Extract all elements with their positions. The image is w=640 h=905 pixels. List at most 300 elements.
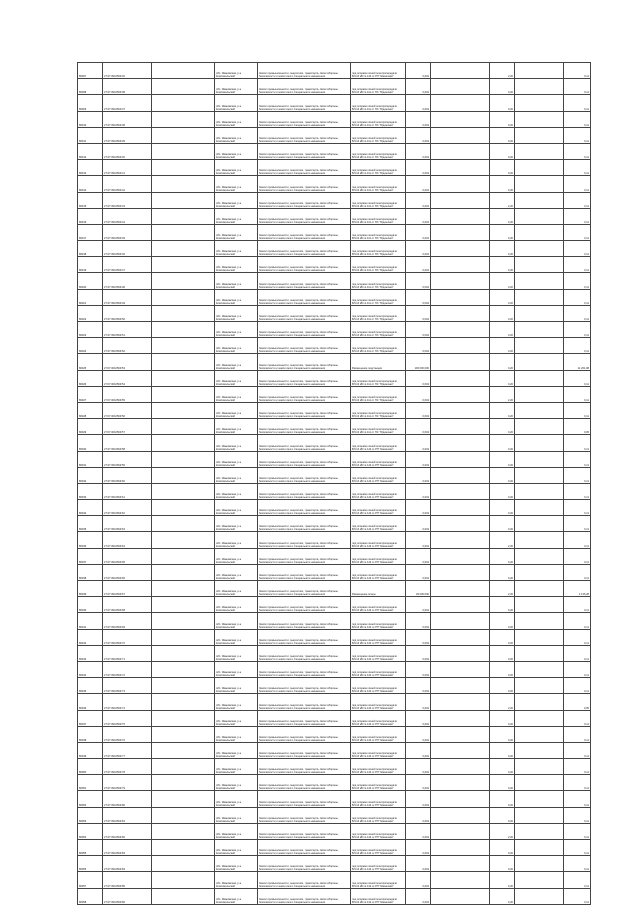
land-category-cell: Земли промышленности, энергетики, транспорта, связи обороны, безопасности и земли иного специального назначения (258, 548, 351, 564)
empty-cell (515, 888, 564, 904)
area-cell: 0,004 (406, 759, 431, 775)
permitted-use-cell: под опорами линий электропередачи ВЛ-10 кВ № 144 от РП "Шевелево" (351, 710, 406, 726)
empty-cell (431, 775, 490, 791)
land-category-cell: Земли промышленности, энергетики, транспорта, связи обороны, безопасности и земли иного специального назначения (258, 613, 351, 629)
area-cell: 0,004 (406, 661, 431, 677)
empty-cell (152, 354, 215, 370)
cadastral-number-cell: 27:07:0010509:54 (103, 370, 152, 386)
area-cell: 0,004 (406, 629, 431, 645)
cadastral-number-cell: 27:07:0010509:39 (103, 127, 152, 143)
permitted-use-cell: под опорами линий электропередачи ВЛ-10 кВ № 144 от РП "Шевелево" (351, 823, 406, 839)
table-row (78, 289, 591, 305)
address-cell: обл. Ивановская, р-н Комсомольский (215, 402, 258, 418)
cadastral-number-cell: 27:07:0010509:62 (103, 500, 152, 516)
table-row (78, 597, 591, 613)
sum-cell: 0,11 (564, 435, 591, 451)
cadastral-number-cell: 27:07:0010509:43 (103, 192, 152, 208)
permitted-use-cell: под опорами линий электропередачи ВЛ-10 кВ № 111 от ПС "Юдинская" (351, 257, 406, 273)
empty-cell (431, 95, 490, 111)
row-id-cell: 86045 (78, 678, 103, 694)
cadastral-number-cell: 27:07:0010509:45 (103, 224, 152, 240)
cadastral-number-cell: 27:07:0010509:66 (103, 564, 152, 580)
empty-cell (515, 661, 564, 677)
area-cell: 0,004 (406, 143, 431, 159)
permitted-use-cell: Размещение подстанции (351, 354, 406, 370)
row-id-cell: 86039 (78, 581, 103, 597)
area-cell: 0,004 (406, 694, 431, 710)
land-category-cell: Земли промышленности, энергетики, транспорта, связи обороны, безопасности и земли иного специального назначения (258, 419, 351, 435)
table-row (78, 759, 591, 775)
address-cell: обл. Ивановская, р-н Комсомольский (215, 435, 258, 451)
table-row (78, 224, 591, 240)
empty-cell (152, 807, 215, 823)
empty-cell (431, 856, 490, 872)
empty-cell (152, 143, 215, 159)
sum-cell: 0,11 (564, 386, 591, 402)
row-id-cell: 86026 (78, 370, 103, 386)
address-cell: обл. Ивановская, р-н Комсомольский (215, 208, 258, 224)
permitted-use-cell: под опорами линий электропередачи ВЛ-10 кВ № 111 от ПС "Юдинская" (351, 370, 406, 386)
empty-cell (152, 192, 215, 208)
cadastral-number-cell: 27:07:0010509:32 (103, 63, 152, 79)
empty-cell (152, 467, 215, 483)
cadastral-number-cell: 27:07:0010509:48 (103, 273, 152, 289)
rate-cell: 0,20 (490, 322, 515, 338)
land-category-cell: Земли промышленности, энергетики, транспорта, связи обороны, безопасности и земли иного специального назначения (258, 581, 351, 597)
cadastral-number-cell: 27:07:0010509:46 (103, 241, 152, 257)
land-category-cell: Земли промышленности, энергетики, транспорта, связи обороны, безопасности и земли иного специального назначения (258, 79, 351, 95)
address-cell: обл. Ивановская, р-н Комсомольский (215, 759, 258, 775)
address-cell: обл. Ивановская, р-н Комсомольский (215, 742, 258, 758)
rate-cell: 0,20 (490, 564, 515, 580)
rate-cell: 0,20 (490, 111, 515, 127)
row-id-cell: 86036 (78, 532, 103, 548)
sum-cell: 0,11 (564, 483, 591, 499)
area-cell: 0,004 (406, 273, 431, 289)
empty-cell (431, 564, 490, 580)
rate-cell: 0,20 (490, 597, 515, 613)
rate-cell: 0,20 (490, 613, 515, 629)
area-cell: 0,004 (406, 241, 431, 257)
sum-cell: 0,11 (564, 791, 591, 807)
row-id-cell: 86020 (78, 273, 103, 289)
row-id-cell: 86008 (78, 79, 103, 95)
table-row (78, 419, 591, 435)
sum-cell: 0,11 (564, 322, 591, 338)
table-row (78, 354, 591, 370)
permitted-use-cell: под опорами линий электропередачи ВЛ-10 кВ № 144 от РП "Шевелево" (351, 532, 406, 548)
area-cell: 0,004 (406, 823, 431, 839)
land-category-cell: Земли промышленности, энергетики, транспорта, связи обороны, безопасности и земли иного специального назначения (258, 338, 351, 354)
address-cell: обл. Ивановская, р-н Комсомольский (215, 127, 258, 143)
area-cell: 0,004 (406, 111, 431, 127)
empty-cell (515, 111, 564, 127)
table-row (78, 370, 591, 386)
cadastral-number-cell: 27:07:0010509:64 (103, 532, 152, 548)
empty-cell (515, 775, 564, 791)
sum-cell: 0,11 (564, 840, 591, 856)
row-id-cell: 86050 (78, 759, 103, 775)
empty-cell (431, 143, 490, 159)
land-category-cell: Земли промышленности, энергетики, транспорта, связи обороны, безопасности и земли иного специального назначения (258, 726, 351, 742)
land-category-cell: Земли промышленности, энергетики, транспорта, связи обороны, безопасности и земли иного специального назначения (258, 678, 351, 694)
empty-cell (515, 386, 564, 402)
row-id-cell: 86043 (78, 645, 103, 661)
empty-cell (152, 79, 215, 95)
sum-cell: 0,11 (564, 257, 591, 273)
address-cell: обл. Ивановская, р-н Комсомольский (215, 273, 258, 289)
permitted-use-cell: под опорами линий электропередачи ВЛ-10 кВ № 111 от ПС "Юдинская" (351, 208, 406, 224)
table-row (78, 694, 591, 710)
table-row (78, 548, 591, 564)
permitted-use-cell: под опорами линий электропередачи ВЛ-10 кВ № 144 от РП "Шевелево" (351, 791, 406, 807)
rate-cell: 0,20 (490, 467, 515, 483)
land-register-table (77, 62, 591, 905)
empty-cell (152, 840, 215, 856)
row-id-cell: 86021 (78, 289, 103, 305)
permitted-use-cell: под опорами линий электропередачи ВЛ-10 кВ № 144 от РП "Шевелево" (351, 467, 406, 483)
permitted-use-cell: под опорами линий электропередачи ВЛ-10 кВ № 111 от ПС "Юдинская" (351, 111, 406, 127)
table-row (78, 613, 591, 629)
address-cell: обл. Ивановская, р-н Комсомольский (215, 840, 258, 856)
permitted-use-cell: под опорами линий электропередачи ВЛ-10 кВ № 111 от ПС "Юдинская" (351, 192, 406, 208)
address-cell: обл. Ивановская, р-н Комсомольский (215, 581, 258, 597)
table-row (78, 95, 591, 111)
area-cell: 0,004 (406, 597, 431, 613)
rate-cell: 0,20 (490, 160, 515, 176)
area-cell: 0,004 (406, 532, 431, 548)
permitted-use-cell: под опорами линий электропередачи ВЛ-10 кВ № 144 от РП "Шевелево" (351, 856, 406, 872)
table-row (78, 305, 591, 321)
empty-cell (152, 872, 215, 888)
empty-cell (515, 338, 564, 354)
empty-cell (515, 305, 564, 321)
table-row (78, 192, 591, 208)
empty-cell (515, 79, 564, 95)
rate-cell: 0,20 (490, 840, 515, 856)
cadastral-number-cell: 27:07:0010509:55 (103, 386, 152, 402)
empty-cell (515, 694, 564, 710)
empty-cell (431, 257, 490, 273)
land-category-cell: Земли промышленности, энергетики, транспорта, связи обороны, безопасности и земли иного специального назначения (258, 710, 351, 726)
row-id-cell: 86035 (78, 516, 103, 532)
address-cell: обл. Ивановская, р-н Комсомольский (215, 160, 258, 176)
empty-cell (152, 160, 215, 176)
empty-cell (515, 548, 564, 564)
land-category-cell: Земли промышленности, энергетики, транспорта, связи обороны, безопасности и земли иного специального назначения (258, 354, 351, 370)
sum-cell: 0,11 (564, 467, 591, 483)
permitted-use-cell: под опорами линий электропередачи ВЛ-10 кВ № 144 от РП "Шевелево" (351, 840, 406, 856)
cadastral-number-cell: 27:07:0010509:61 (103, 483, 152, 499)
empty-cell (515, 645, 564, 661)
cadastral-number-cell: 27:07:0010509:71 (103, 645, 152, 661)
empty-cell (515, 322, 564, 338)
land-category-cell: Земли промышленности, энергетики, транспорта, связи обороны, безопасности и земли иного специального назначения (258, 176, 351, 192)
row-id-cell: 86031 (78, 451, 103, 467)
empty-cell (515, 564, 564, 580)
address-cell: обл. Ивановская, р-н Комсомольский (215, 726, 258, 742)
sum-cell: 11 261,98 (564, 354, 591, 370)
empty-cell (431, 840, 490, 856)
permitted-use-cell: под опорами линий электропередачи ВЛ-10 кВ № 111 от ПС "Юдинская" (351, 289, 406, 305)
permitted-use-cell: под опорами линий электропередачи ВЛ-10 кВ № 111 от ПС "Юдинская" (351, 305, 406, 321)
sum-cell: 0,11 (564, 807, 591, 823)
sum-cell: 0,11 (564, 63, 591, 79)
land-category-cell: Земли промышленности, энергетики, транспорта, связи обороны, безопасности и земли иного специального назначения (258, 305, 351, 321)
empty-cell (515, 807, 564, 823)
empty-cell (515, 451, 564, 467)
rate-cell: 0,20 (490, 661, 515, 677)
empty-cell (152, 742, 215, 758)
cadastral-number-cell: 27:07:0010509:76 (103, 726, 152, 742)
rate-cell: 0,20 (490, 759, 515, 775)
row-id-cell: 86018 (78, 241, 103, 257)
permitted-use-cell: под опорами линий электропередачи ВЛ-10 кВ № 144 от РП "Шевелево" (351, 678, 406, 694)
cadastral-number-cell: 27:07:0010509:69 (103, 613, 152, 629)
address-cell: обл. Ивановская, р-н Комсомольский (215, 386, 258, 402)
rate-cell: 0,20 (490, 807, 515, 823)
row-id-cell: 86012 (78, 143, 103, 159)
area-cell: 0,004 (406, 289, 431, 305)
cadastral-number-cell: 27:07:0010509:49 (103, 289, 152, 305)
rate-cell: 0,20 (490, 241, 515, 257)
cadastral-number-cell: 27:07:0010509:65 (103, 548, 152, 564)
area-cell: 0,004 (406, 79, 431, 95)
land-category-cell: Земли промышленности, энергетики, транспорта, связи обороны, безопасности и земли иного специального назначения (258, 467, 351, 483)
area-cell: 100 000,000 (406, 354, 431, 370)
rate-cell: 2,20 (490, 192, 515, 208)
cadastral-number-cell: 27:07:0010509:38 (103, 79, 152, 95)
cadastral-number-cell: 27:07:0010509:41 (103, 160, 152, 176)
empty-cell (152, 888, 215, 904)
table-row (78, 775, 591, 791)
land-category-cell: Земли промышленности, энергетики, транспорта, связи обороны, безопасности и земли иного специального назначения (258, 500, 351, 516)
land-category-cell: Земли промышленности, энергетики, транспорта, связи обороны, безопасности и земли иного специального назначения (258, 661, 351, 677)
table-row (78, 273, 591, 289)
empty-cell (152, 224, 215, 240)
area-cell: 0,004 (406, 160, 431, 176)
empty-cell (431, 532, 490, 548)
address-cell: обл. Ивановская, р-н Комсомольский (215, 564, 258, 580)
row-id-cell: 86029 (78, 419, 103, 435)
cadastral-number-cell: 27:07:0010509:51 (103, 322, 152, 338)
empty-cell (152, 791, 215, 807)
table-row (78, 79, 591, 95)
address-cell: обл. Ивановская, р-н Комсомольский (215, 856, 258, 872)
cadastral-number-cell: 27:07:0010509:67 (103, 581, 152, 597)
address-cell: обл. Ивановская, р-н Комсомольский (215, 710, 258, 726)
row-id-cell: 86032 (78, 467, 103, 483)
empty-cell (152, 338, 215, 354)
sum-cell: 2 136,28 (564, 581, 591, 597)
row-id-cell: 86058 (78, 888, 103, 904)
land-category-cell: Земли промышленности, энергетики, транспорта, связи обороны, безопасности и земли иного специального назначения (258, 257, 351, 273)
empty-cell (152, 823, 215, 839)
cadastral-number-cell: 27:07:0010509:74 (103, 694, 152, 710)
empty-cell (152, 95, 215, 111)
permitted-use-cell: под опорами линий электропередачи ВЛ-10 кВ № 111 от ПС "Юдинская" (351, 419, 406, 435)
sum-cell: 0,11 (564, 192, 591, 208)
rate-cell: 0,20 (490, 338, 515, 354)
rate-cell: 0,20 (490, 678, 515, 694)
address-cell: обл. Ивановская, р-н Комсомольский (215, 791, 258, 807)
rate-cell: 0,20 (490, 856, 515, 872)
empty-cell (152, 257, 215, 273)
address-cell: обл. Ивановская, р-н Комсомольский (215, 661, 258, 677)
sum-cell: 0,11 (564, 273, 591, 289)
table-row (78, 645, 591, 661)
permitted-use-cell: под опорами линий электропередачи ВЛ-10 кВ № 144 от РП "Шевелево" (351, 775, 406, 791)
empty-cell (152, 532, 215, 548)
table-row (78, 532, 591, 548)
address-cell: обл. Ивановская, р-н Комсомольский (215, 694, 258, 710)
permitted-use-cell: под опорами линий электропередачи ВЛ-10 кВ № 144 от РП "Шевелево" (351, 613, 406, 629)
land-category-cell: Земли промышленности, энергетики, транспорта, связи обороны, безопасности и земли иного специального назначения (258, 807, 351, 823)
land-category-cell: Земли промышленности, энергетики, транспорта, связи обороны, безопасности и земли иного специального назначения (258, 208, 351, 224)
rate-cell: 0,20 (490, 435, 515, 451)
row-id-cell: 86048 (78, 726, 103, 742)
rate-cell: 0,20 (490, 127, 515, 143)
area-cell: 29 000,000 (406, 581, 431, 597)
sum-cell: 0,11 (564, 176, 591, 192)
sum-cell: 0,11 (564, 548, 591, 564)
empty-cell (152, 419, 215, 435)
sum-cell: 0,11 (564, 370, 591, 386)
table-row (78, 143, 591, 159)
address-cell: обл. Ивановская, р-н Комсомольский (215, 241, 258, 257)
permitted-use-cell: под опорами линий электропередачи ВЛ-10 кВ № 144 от РП "Шевелево" (351, 872, 406, 888)
sum-cell: 0,11 (564, 208, 591, 224)
permitted-use-cell: под опорами линий электропередачи ВЛ-10 кВ № 144 от РП "Шевелево" (351, 888, 406, 904)
area-cell: 0,004 (406, 856, 431, 872)
empty-cell (431, 678, 490, 694)
rate-cell: 2,20 (490, 581, 515, 597)
address-cell: обл. Ивановская, р-н Комсомольский (215, 516, 258, 532)
empty-cell (431, 710, 490, 726)
empty-cell (431, 823, 490, 839)
table-row (78, 386, 591, 402)
area-cell: 0,004 (406, 386, 431, 402)
table-row (78, 451, 591, 467)
sum-cell: 0,11 (564, 888, 591, 904)
rate-cell: 0,20 (490, 305, 515, 321)
sum-cell: 0,11 (564, 823, 591, 839)
land-category-cell: Земли промышленности, энергетики, транспорта, связи обороны, безопасности и земли иного специального назначения (258, 143, 351, 159)
row-id-cell: 86027 (78, 386, 103, 402)
rate-cell: 0,20 (490, 872, 515, 888)
cadastral-number-cell: 27:07:0010509:83 (103, 840, 152, 856)
address-cell: обл. Ивановская, р-н Комсомольский (215, 775, 258, 791)
rate-cell: 0,20 (490, 273, 515, 289)
empty-cell (152, 127, 215, 143)
address-cell: обл. Ивановская, р-н Комсомольский (215, 111, 258, 127)
table-row (78, 176, 591, 192)
sum-cell: 0,11 (564, 224, 591, 240)
cadastral-number-cell: 27:07:0010509:81 (103, 807, 152, 823)
empty-cell (152, 500, 215, 516)
permitted-use-cell: под опорами линий электропередачи ВЛ-10 кВ № 111 от ПС "Юдинская" (351, 386, 406, 402)
empty-cell (431, 63, 490, 79)
table-row (78, 564, 591, 580)
empty-cell (152, 273, 215, 289)
empty-cell (152, 564, 215, 580)
rate-cell: 0,20 (490, 483, 515, 499)
empty-cell (431, 872, 490, 888)
area-cell: 0,004 (406, 208, 431, 224)
empty-cell (152, 661, 215, 677)
area-cell: 0,004 (406, 742, 431, 758)
permitted-use-cell: под опорами линий электропередачи ВЛ-10 кВ № 111 от ПС "Юдинская" (351, 160, 406, 176)
table-row (78, 516, 591, 532)
permitted-use-cell: под опорами линий электропередачи ВЛ-10 кВ № 111 от ПС "Юдинская" (351, 95, 406, 111)
rate-cell: 0,20 (490, 79, 515, 95)
row-id-cell: 86030 (78, 435, 103, 451)
empty-cell (152, 176, 215, 192)
permitted-use-cell: под опорами линий электропередачи ВЛ-10 кВ № 111 от ПС "Юдинская" (351, 338, 406, 354)
rate-cell: 2,20 (490, 823, 515, 839)
table-row (78, 856, 591, 872)
area-cell: 0,004 (406, 435, 431, 451)
permitted-use-cell: под опорами линий электропередачи ВЛ-10 кВ № 144 от РП "Шевелево" (351, 500, 406, 516)
table-row (78, 127, 591, 143)
empty-cell (152, 856, 215, 872)
address-cell: обл. Ивановская, р-н Комсомольский (215, 597, 258, 613)
table-row (78, 322, 591, 338)
empty-cell (431, 289, 490, 305)
rate-cell: 0,20 (490, 224, 515, 240)
sum-cell: 0,11 (564, 710, 591, 726)
area-cell: 0,004 (406, 548, 431, 564)
table-row (78, 823, 591, 839)
area-cell: 0,004 (406, 888, 431, 904)
empty-cell (431, 419, 490, 435)
permitted-use-cell: под опорами линий электропередачи ВЛ-10 кВ № 111 от ПС "Юдинская" (351, 224, 406, 240)
permitted-use-cell: под опорами линий электропередачи ВЛ-10 кВ № 144 от РП "Шевелево" (351, 597, 406, 613)
area-cell: 0,004 (406, 176, 431, 192)
table-row (78, 840, 591, 856)
land-category-cell: Земли промышленности, энергетики, транспорта, связи обороны, безопасности и земли иного специального назначения (258, 402, 351, 418)
row-id-cell: 86009 (78, 95, 103, 111)
rate-cell: 0,20 (490, 451, 515, 467)
land-category-cell: Земли промышленности, энергетики, транспорта, связи обороны, безопасности и земли иного специального назначения (258, 840, 351, 856)
address-cell: обл. Ивановская, р-н Комсомольский (215, 354, 258, 370)
empty-cell (431, 888, 490, 904)
permitted-use-cell: под опорами линий электропередачи ВЛ-10 кВ № 144 от РП "Шевелево" (351, 435, 406, 451)
area-cell: 0,004 (406, 338, 431, 354)
empty-cell (152, 613, 215, 629)
cadastral-number-cell: 27:07:0010509:52 (103, 338, 152, 354)
permitted-use-cell: под опорами линий электропередачи ВЛ-10 кВ № 144 от РП "Шевелево" (351, 661, 406, 677)
table-row (78, 500, 591, 516)
table-row (78, 581, 591, 597)
address-cell: обл. Ивановская, р-н Комсомольский (215, 678, 258, 694)
empty-cell (152, 289, 215, 305)
row-id-cell: 86051 (78, 775, 103, 791)
address-cell: обл. Ивановская, р-н Комсомольский (215, 823, 258, 839)
area-cell: 0,004 (406, 710, 431, 726)
address-cell: обл. Ивановская, р-н Комсомольский (215, 63, 258, 79)
permitted-use-cell: Размещение опоры (351, 581, 406, 597)
rate-cell: 0,20 (490, 726, 515, 742)
land-category-cell: Земли промышленности, энергетики, транспорта, связи обороны, безопасности и земли иного специального назначения (258, 888, 351, 904)
land-category-cell: Земли промышленности, энергетики, транспорта, связи обороны, безопасности и земли иного специального назначения (258, 224, 351, 240)
empty-cell (515, 759, 564, 775)
sum-cell: 0,11 (564, 79, 591, 95)
table-row (78, 483, 591, 499)
cadastral-number-cell: 27:07:0010509:47 (103, 257, 152, 273)
permitted-use-cell: под опорами линий электропередачи ВЛ-10 кВ № 111 от ПС "Юдинская" (351, 322, 406, 338)
sum-cell: 0,11 (564, 160, 591, 176)
